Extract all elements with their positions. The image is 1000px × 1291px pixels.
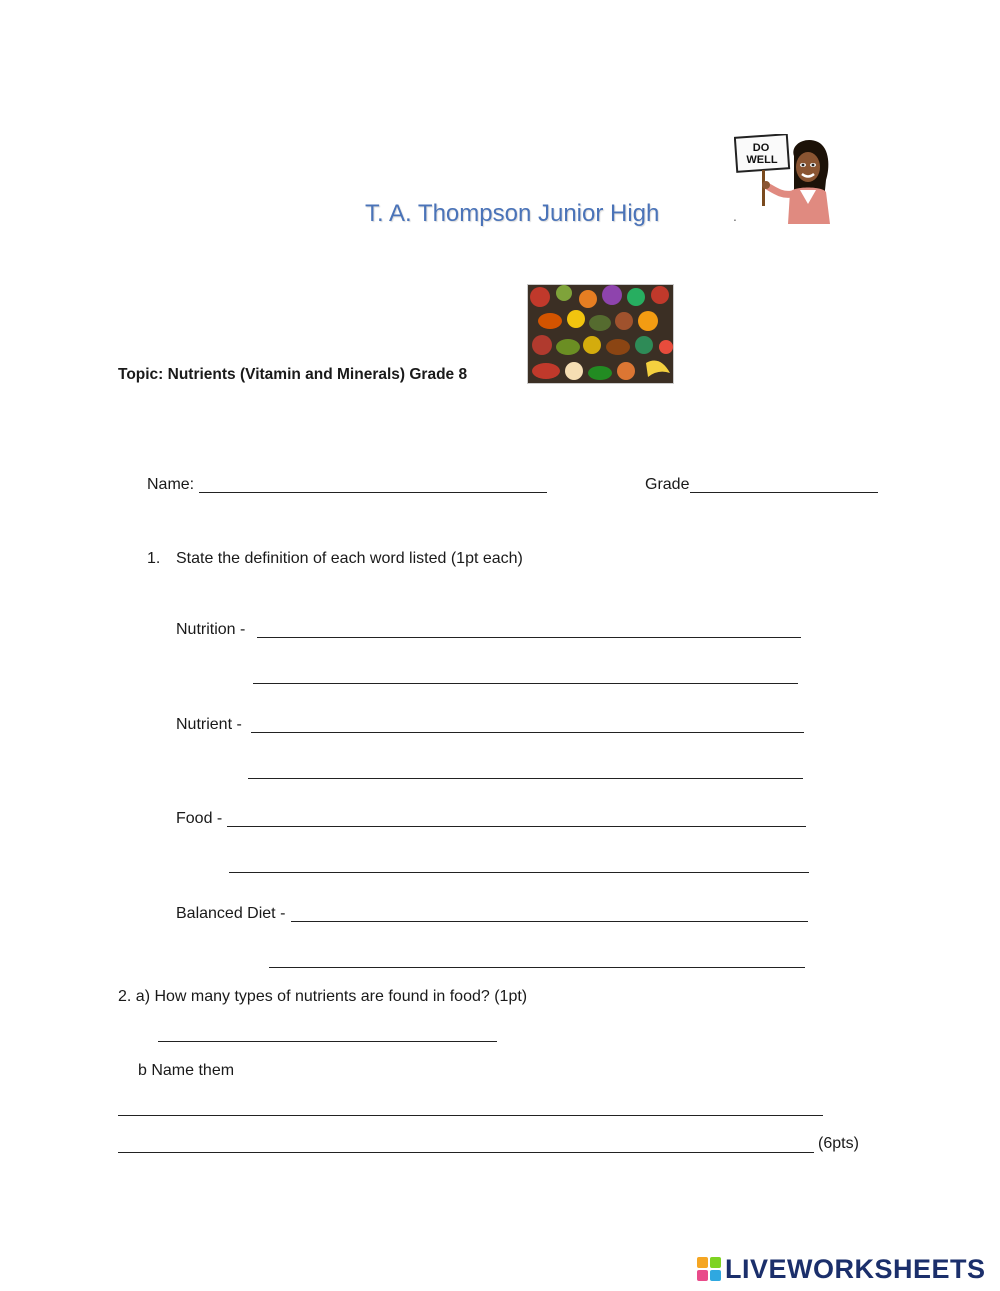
separator-dot: .: [733, 208, 737, 224]
do-well-sign: [735, 134, 789, 172]
food-blank-2[interactable]: [229, 872, 809, 873]
school-title: T. A. Thompson Junior High: [365, 200, 660, 227]
q2a-text: 2. a) How many types of nutrients are found in food? (1pt): [118, 988, 528, 1005]
balanced-diet-blank-2[interactable]: [269, 967, 805, 968]
food-blank-1[interactable]: [227, 826, 806, 827]
grade-label: Grade: [645, 476, 690, 493]
teacher-avatar-icon: [734, 134, 834, 226]
liveworksheets-logo: [697, 1254, 986, 1284]
term-food-label: Food -: [176, 810, 223, 827]
topic-heading: Topic: Nutrients (Vitamin and Minerals) Grade 8: [118, 366, 468, 383]
term-nutrition-label: Nutrition -: [176, 621, 246, 638]
q2b-blank-1[interactable]: [118, 1115, 823, 1116]
name-blank[interactable]: [199, 492, 547, 493]
grade-blank[interactable]: [690, 492, 878, 493]
sign-line-2: WELL: [746, 154, 778, 166]
nutrient-blank-1[interactable]: [251, 732, 804, 733]
balanced-diet-blank-1[interactable]: [291, 921, 808, 922]
q1-number: 1.: [147, 550, 161, 567]
q2b-text: b Name them: [138, 1062, 235, 1079]
sign-line-1: DO: [752, 142, 770, 154]
brand-blocks-icon: [697, 1257, 721, 1281]
term-balanced-diet-label: Balanced Diet -: [176, 905, 286, 922]
q2b-points: (6pts): [818, 1135, 859, 1152]
nutrition-blank-2[interactable]: [253, 683, 798, 684]
q2a-blank[interactable]: [158, 1041, 497, 1042]
q2b-blank-2[interactable]: [118, 1152, 814, 1153]
name-label: Name:: [147, 476, 195, 493]
nutrient-blank-2[interactable]: [248, 778, 803, 779]
q1-text: State the definition of each word listed (1pt each): [176, 550, 523, 567]
food-collage-image: [527, 284, 674, 384]
term-nutrient-label: Nutrient -: [176, 716, 242, 733]
brand-text: LIVEWORKSHEETS: [725, 1253, 986, 1284]
nutrition-blank-1[interactable]: [257, 637, 801, 638]
